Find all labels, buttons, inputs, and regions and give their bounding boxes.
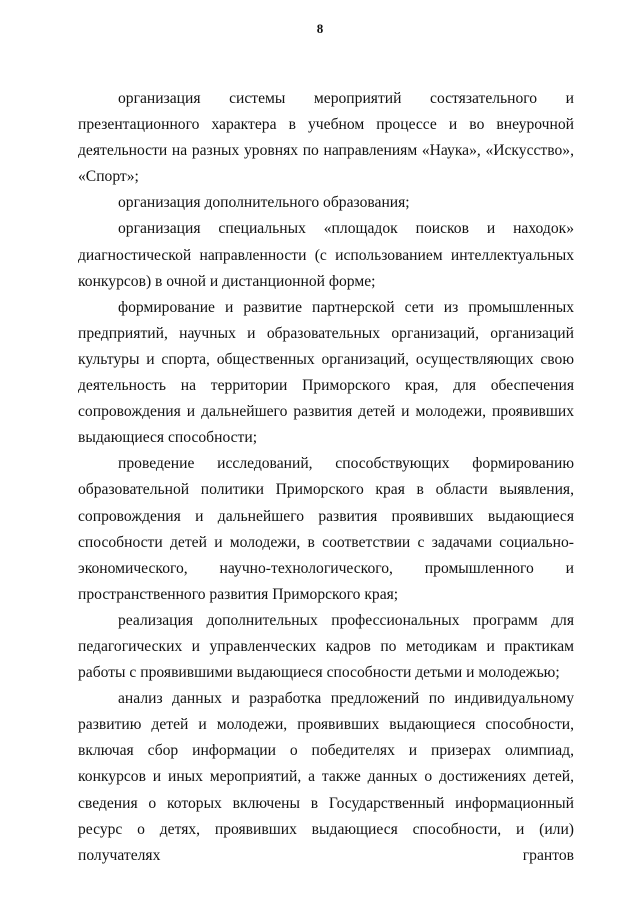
paragraph-partner-network: формирование и развитие партнерской сети из промышленных предприятий, научных и образовательных организаций, организаций культуры и спорта, общественных организаций, осуществляющих свою деятельность на территории Приморского края, для обеспечения сопровождения и дальнейшего развития детей и молодежи, проявивших выдающиеся способности; [78,298,574,447]
paragraph-competitive-events: организация системы мероприятий состязательного и презентационного характера в учебном процессе и во внеурочной деятельности на разных уровнях по направлениям «Наука», «Искусство», «Спорт»; [78,90,574,186]
page-number: 8 [316,21,324,36]
paragraph-research: проведение исследований, способствующих формированию образовательной политики Приморского края в области выявления, сопровождения и дальнейшего развития проявивших выдающиеся способности детей и молодежи, в соответствии с задачами социально-экономического, научно-технологического, промышленного и пространственного развития Приморского края; [78,455,574,603]
document-body [78,86,574,869]
paragraph-professional-programs: реализация дополнительных профессиональных программ для педагогических и управленческих кадров по методикам и практикам работы с проявившими выдающиеся способности детьми и молодежью; [78,611,574,682]
paragraph-data-analysis: анализ данных и разработка предложений по индивидуальному развитию детей и молодежи, проявивших выдающиеся способности, включая сбор информации о победителях и призерах олимпиад, конкурсов и иных мероприятий, а также данных о достижениях детей, сведения о которых включены в Государственный информационный ресурс о детях, проявивших выдающиеся способности, и (или) получателях грантов [78,690,574,864]
paragraph-additional-education: организация дополнительного образования; [118,194,410,212]
paragraph-diagnostic-platforms: организация специальных «площадок поисков и находок» диагностической направленности (с использованием интеллектуальных конкурсов) в очной и дистанционной форме; [78,220,574,290]
